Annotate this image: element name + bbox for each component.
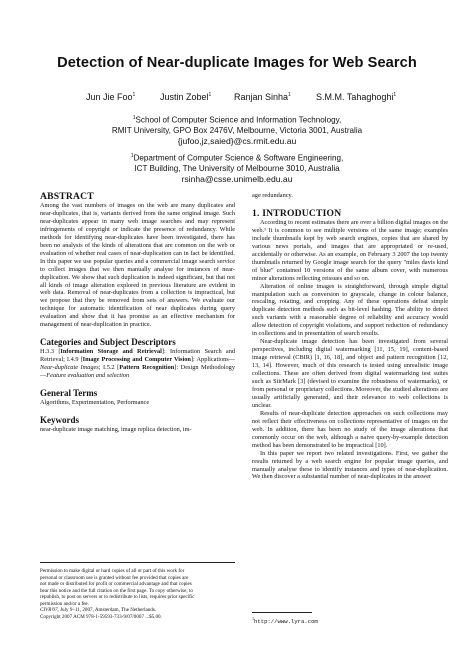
abstract-text: Among the vast numbers of images on the web are many duplicates and near-duplicates, that is, variants derived from the same original image. Such near-duplicates appear in many web image searches and may represent infringements of copyright or indicate the presence of redundancy. While methods for identifying near-duplicates have been investigated, there has been no analysis of the kinds of alterations that are common on the web or evaluation of whether real cases of near-duplication can in fact be identified. In this paper we use popular queries and a commercial image search service to collect images that we then manually analyse for instances of near-duplication. We show that such duplication is indeed significant, but that not all kinds of image alteration explored in previous literature are evident in web data. Removal of near-duplicates from a collection is impractical, but we propose that they be removed from sets of answers. We evaluate our technique for automatic identification of near duplicates during query evaluation and show that it has promise as an effective mechanism for management of near-duplication in practice. (40, 202, 235, 329)
intro-paragraph-2: Alteration of online images is straightforward, through simple digital manipulation such as conversion to grayscale, change in colour balance, rescaling, rotating, and cropping. Any of these operations defeat simple duplicate detection methods such as bit-level hashing. The ability to detect such variants with a reasonable degree of reliability and accuracy would allow detection of copyright violations, and support reduction of redundancy in collections and in presentation of search results. (252, 282, 448, 338)
right-column (252, 192, 448, 481)
author-1: Jun Jie Foo$^1$ (86, 92, 136, 102)
introduction-heading: 1. INTRODUCTION (252, 207, 342, 219)
affiliation-2-email: rsinha@csse.unimelb.edu.au (181, 174, 293, 185)
footnote-link[interactable]: http://www.lyra.com (254, 617, 318, 625)
affiliation-2: $^1$Department of Computer Science & Software Engineering, ICT Building, The University of Melbourne 3010, Australia rsinha@csse.unimelb.edu.au (0, 151, 474, 185)
author-list (0, 92, 474, 106)
intro-paragraph-4: Results of near-duplicate detection approaches on such collections may not reflect their effectiveness on collections representative of images on the web. In addition, there has been no study of the image alterations that commonly occur on the web, although a naive query-by-example detection method has been demonstrated to be impractical [10]. (252, 409, 448, 449)
author-2: Justin Zobel$^1$ (160, 92, 212, 102)
affiliation-1-email: {jufoo,jz,saied}@cs.rmit.edu.au (177, 136, 297, 147)
author-4: S.M.M. Tahaghoghi$^1$ (316, 92, 397, 102)
affiliation-1: $^1$School of Computer Science and Information Technology, RMIT University, GPO Box 2476V, Melbourne, Victoria 3001, Australia {jufoo,jz,saied}@cs.rmit.edu.au (0, 113, 474, 147)
general-terms-text: Algorithms, Experimentation, Performance (40, 399, 150, 407)
continuation-text: age redundancy. (252, 192, 293, 199)
keywords-heading: Keywords (40, 415, 79, 426)
paper-title: Detection of Near-duplicate Images for Web Search (57, 55, 417, 71)
author-3: Ranjan Sinha$^1$ (234, 92, 291, 102)
general-terms-heading: General Terms (40, 388, 98, 399)
venue-line: CIVR'07, July 9–11, 2007, Amsterdam, The Netherlands. (40, 607, 157, 614)
categories-heading: Categories and Subject Descriptors (40, 337, 176, 348)
intro-paragraph-3: Near-duplicate image detection has been investigated from several perspectives, including digital watermarking [11, 15, 19], content-based image retrieval (CBIR) [1, 16, 18], and object and pattern recognition [12, 13, 14]. However, much of this research is tested using unrealistic image collections. These are often derived from digital watermarking test suites such as StirMark [3] (devised to examine the robustness of watermarks), or from personal or proprietary collections. Moreover, the studied alterations are usually artificially generated, and their relevance to web collections is unclear. (252, 338, 448, 409)
footnote: $^1$http://www.lyra.com (252, 616, 318, 625)
categories-text: H.3.3 [Information Storage and Retrieval]: Information Search and Retrieval; I.4.9 [Image Processing and Computer Vision]: Applications—Near-duplicate Images; I.5.2 [Pattern Recognition]: Design Methodology—Feature evaluation and selection (40, 348, 236, 380)
permission-divider (40, 562, 235, 563)
footnote-divider (252, 612, 312, 613)
intro-paragraph-1: According to recent estimates there are over a billion digital images on the web.¹ It is common to see multiple versions of the same image; examples include thumbnails kept by web search engines, copies that are shared by various news portals, and images that are appropriated or re-used, accidentally or otherwise. As an example, on February 3 2007 the top twenty thumbnails returned by Google image search for the query "miles davis kind of blue" contained 10 versions of the same album cover, with numerous minor alterations reflecting reissues and so on. (252, 218, 448, 282)
abstract-heading: ABSTRACT (40, 191, 94, 202)
left-column (40, 191, 235, 434)
intro-paragraph-5: In this paper we report two related investigations. First, we gather the results returned by a web search engine for popular image queries, and manually analyse these to identify instances and types of near-duplication. We then discover a substantial number of near-duplicates in the answer (252, 449, 448, 481)
keywords-text: near-duplicate image matching, image replica detection, im- (40, 426, 192, 434)
copyright-line: Copyright 2007 ACM 978-1-59593-733-9/07/0007 ...$5.00. (40, 613, 162, 620)
permission-notice: Permission to make digital or hard copies of all or part of this work for personal or classroom use is granted without fee provided that copies are not made or distributed for profit or commercial advantage and that copies bear this notice and the full citation on the first page. To copy otherwise, to republish, to post on servers or to redistribute to lists, requires prior specific permission and/or a fee. CIVR'07, July 9–11, 2007, Amsterdam, The Netherlands. Copyright 2007 ACM 978-1-59593-733-9/07/0007 ...$5.00. (40, 568, 235, 620)
